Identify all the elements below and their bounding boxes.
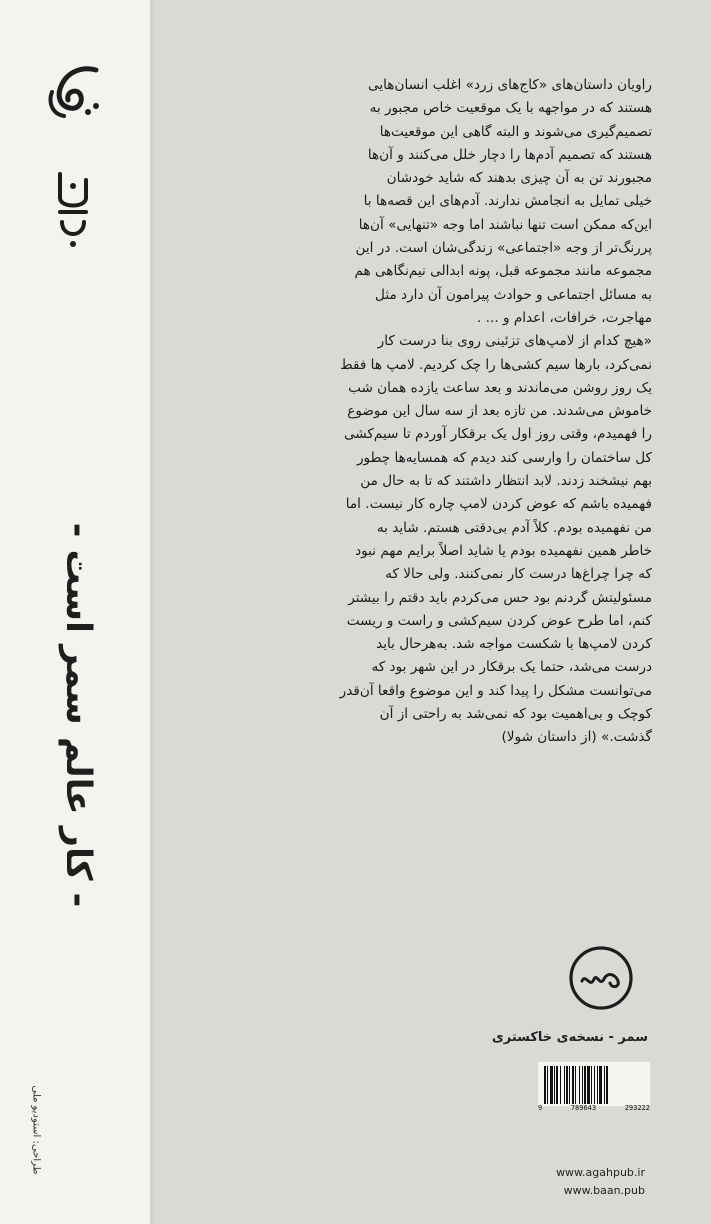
barcode-bar [569, 1066, 570, 1104]
excerpt-line: که چرا چراغ‌ها درست کار نمی‌کنند. ولی حالا که [385, 566, 652, 583]
spine-title: - کار عالم سمر است - [58, 522, 98, 908]
blurb-line: خیلی تمایل به انجامش ندارند. آدم‌های این قصه‌ها با [363, 193, 652, 210]
blurb-text [262, 74, 652, 750]
barcode-bar [556, 1066, 558, 1104]
barcode-bar [584, 1066, 586, 1104]
blurb-line: به مسائل اجتماعی و حوادث پیرامون آن دارد مثل [375, 286, 652, 303]
barcode-bars [538, 1062, 650, 1106]
baan-publisher-logo [48, 168, 98, 248]
baan-website-link[interactable]: www.baan.pub [563, 1184, 645, 1197]
excerpt-line: خاطر همین نفهمیده بودم یا شاید اصلاً برایم مهم نبود [355, 542, 652, 559]
barcode-bar [566, 1066, 568, 1104]
barcode-bar [587, 1066, 590, 1104]
blurb-line: راویان داستان‌های «کاج‌های زرد» اغلب انسان‌هایی [368, 77, 652, 93]
excerpt-line: نمی‌کرد، بارها سیم کشی‌ها را چک کردیم. لامپ ها فقط [340, 356, 652, 373]
series-label: سمر - نسخه‌ی خاکستری [491, 1030, 648, 1045]
excerpt-line: بهم نیشخند زدند. لابد انتظار داشتند که تا به حال من [360, 473, 652, 490]
barcode-bar [560, 1066, 561, 1104]
barcode-bar [575, 1066, 576, 1104]
blurb-line: این‌که ممکن است تنها نباشند اما وجه «تنهایی» آن‌ها [358, 216, 652, 233]
designer-credit: طراحی: استودیو ملی [30, 1085, 42, 1175]
barcode-bar [604, 1066, 605, 1104]
excerpt-line: کوچک و بی‌اهمیت بود که نمی‌شد به راحتی از آن [379, 706, 652, 723]
excerpt-line: فهمیده باشم که عوض کردن لامپ چاره کار نیست. اما [345, 496, 652, 513]
barcode-bar [579, 1066, 580, 1104]
agah-website-link[interactable]: www.agahpub.ir [556, 1166, 645, 1179]
blurb-line: پررنگ‌تر از وجه «اجتماعی» زندگی‌شان است. در این [355, 240, 652, 257]
isbn-digit-group: 789643 [570, 1104, 597, 1112]
agah-publisher-logo [38, 62, 108, 122]
excerpt-line: مسئولیتش گردنم بود حس می‌کردم باید دقتم را بیشتر [348, 589, 652, 606]
blurb-line: تصمیم‌گیری می‌شوند و البته گاهی این موقعیت‌ها [379, 123, 652, 140]
excerpt-line: کردن لامپ‌ها با شکست مواجه شد. به‌هرحال باید [376, 636, 652, 653]
barcode-bar [597, 1066, 598, 1104]
barcode-bar [547, 1066, 548, 1104]
excerpt-line: درست می‌شد، حتما یک برقکار در این شهر بود که [371, 659, 652, 676]
barcode-bar [572, 1066, 574, 1104]
barcode-bar [564, 1066, 565, 1104]
barcode-bar [594, 1066, 595, 1104]
blurb-line: مجبورند تن به آن چیزی بدهند که شاید خودشان [386, 170, 652, 187]
blurb-line: مهاجرت، خرافات، اعدام و ... . [477, 309, 652, 326]
excerpt-line: می‌توانست مشکل را پیدا کند و این موضوع واقعا آن‌قدر [339, 682, 652, 699]
isbn-number [538, 1104, 650, 1112]
isbn-barcode [538, 1062, 650, 1106]
excerpt-line: گذشت.» (از داستان شولا) [501, 729, 652, 746]
excerpt-line: را فهمیدم، وقتی روز اول یک برقکار آوردم تا سیم‌کشی [343, 426, 652, 443]
isbn-digit-group: 293222 [624, 1104, 650, 1112]
samar-series-logo [566, 945, 636, 1011]
excerpt-line: کنم، اما طرح عوض کردن سیم‌کشی و راست و ریست [346, 612, 652, 629]
excerpt-line: من نفهمیده بودم. کلاً آدم بی‌دقتی هستم. شاید به [376, 519, 652, 536]
barcode-bar [544, 1066, 546, 1104]
barcode-bar [554, 1066, 555, 1104]
excerpt-line: «هیچ کدام از لامپ‌های تزئینی روی بنا درست کار [377, 333, 652, 350]
excerpt-line: خاموش می‌شدند. من تازه بعد از سه سال این موضوع [347, 403, 652, 420]
isbn-digit-group: 9 [538, 1104, 543, 1112]
barcode-bar [599, 1066, 602, 1104]
excerpt-line: یک روز روشن می‌ماندند و بعد ساعت یازده همان شب [348, 379, 652, 396]
book-spine [0, 0, 152, 1224]
excerpt-line: کل ساختمان را وارسی کند دیدم که همسایه‌ها چطور [356, 449, 652, 466]
barcode-bar [606, 1066, 608, 1104]
blurb-line: مجموعه مانند مجموعه قبل، پونه ابدالی نیم‌نگاهی هم [354, 263, 652, 280]
blurb-line: هستند که تصمیم آدم‌ها را دچار خلل می‌کنند و آن‌ها [367, 146, 652, 163]
barcode-bar [582, 1066, 583, 1104]
barcode-bar [550, 1066, 553, 1104]
blurb-line: هستند که در مواجهه با یک موقعیت خاص مجبور به [369, 100, 652, 117]
barcode-bar [591, 1066, 592, 1104]
